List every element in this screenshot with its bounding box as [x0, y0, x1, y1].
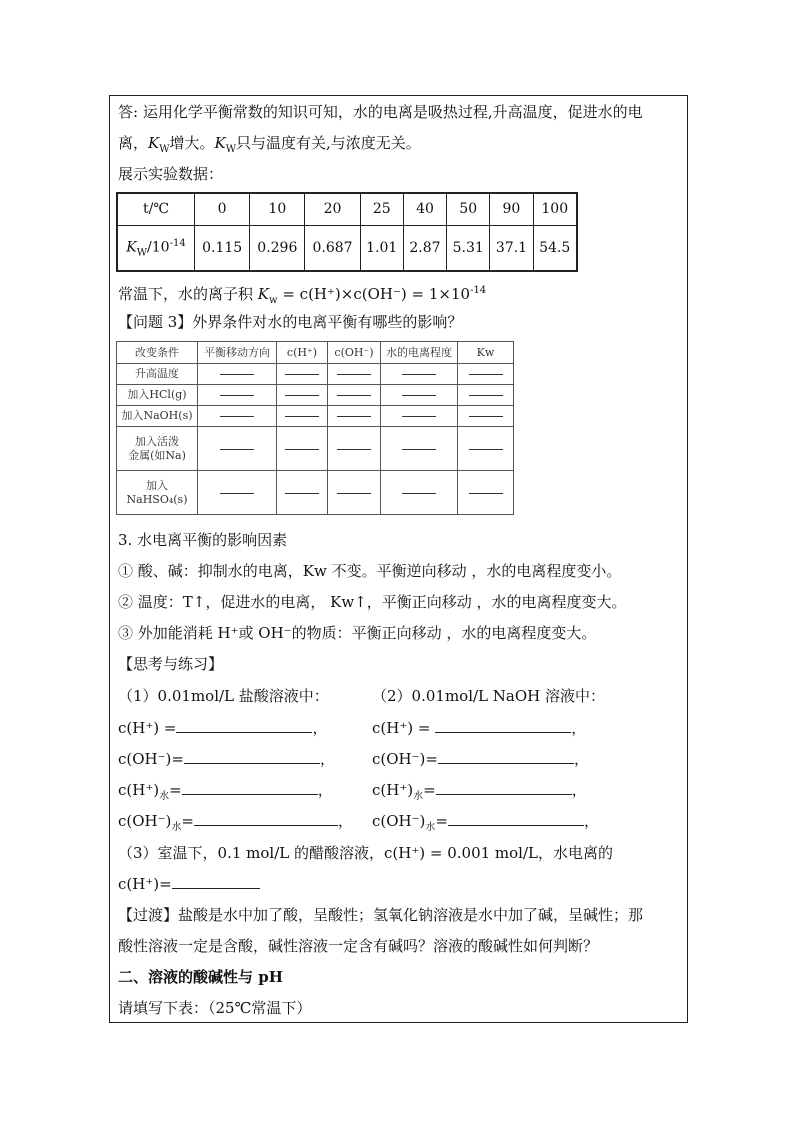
factors-title: 3. 水电离平衡的影响因素	[118, 531, 288, 549]
kw-cell: 37.1	[490, 225, 533, 271]
transition-line-2: 酸性溶液一定是含酸，碱性溶液一定含有碱吗？溶液的酸碱性如何判断？	[118, 937, 599, 955]
blank-h-right: c(H⁺) = ，	[372, 719, 587, 737]
blank-h-left: c(H⁺) = ，	[118, 719, 328, 737]
answer-line-2: 离，$K_W$增大。$K_W$只与温度有关,与浓度无关。	[118, 134, 421, 155]
factor-3: ③ 外加能消耗 H⁺或 OH⁻的物质：平衡正向移动 ，水的电离程度变大。	[118, 624, 597, 642]
practice-title: 【思考与练习】	[118, 655, 224, 673]
kw-data-table	[116, 192, 578, 272]
temp-cell: 50	[447, 193, 490, 225]
conditions-table	[116, 341, 514, 515]
kw-cell: 2.87	[403, 225, 446, 271]
kw-cell: 0.296	[250, 225, 305, 271]
kw-cell: 0.687	[305, 225, 360, 271]
blank-hw-right: $c(H^+)_水=$ ，	[372, 781, 587, 802]
cond-header: c(OH⁻)	[328, 342, 381, 364]
temp-header: t/℃	[117, 193, 195, 225]
cond-header: 水的电离程度	[381, 342, 458, 364]
cond-header: 平衡移动方向	[198, 342, 277, 364]
practice-q2: （2）0.01mol/L NaOH 溶液中：	[372, 687, 605, 705]
kw-cell: 1.01	[360, 225, 403, 271]
blank-ohw-left: $c(OH^-)_水=$ ，	[118, 812, 353, 833]
kw-cell: 0.115	[195, 225, 250, 271]
practice-q1: （1）0.01mol/L 盐酸溶液中：	[118, 687, 329, 705]
temp-cell: 0	[195, 193, 250, 225]
show-data-label: 展示实验数据：	[118, 165, 224, 183]
blank-oh-right: c(OH⁻)= ，	[372, 750, 589, 768]
blank-hw-left: $c(H^+)_水=$ ，	[118, 781, 333, 802]
temp-cell: 100	[533, 193, 577, 225]
temp-cell: 25	[360, 193, 403, 225]
cond-row-label: 升高温度	[117, 364, 198, 385]
cond-header: 改变条件	[117, 342, 198, 364]
cond-row-label: 加入 NaHSO₄(s)	[117, 471, 198, 515]
cond-header: Kw	[458, 342, 514, 364]
temp-cell: 40	[403, 193, 446, 225]
kw-cell: 5.31	[447, 225, 490, 271]
factor-1: ① 酸、碱：抑制水的电离，Kw 不变。平衡逆向移动 ，水的电离程度变小。	[118, 562, 622, 580]
temp-cell: 20	[305, 193, 360, 225]
cond-row-label: 加入NaOH(s)	[117, 406, 198, 427]
cond-row-label: 加入HCl(g)	[117, 385, 198, 406]
ionic-product-line: 常温下，水的离子积 $K_w = c(H^+)\times c(OH^-) = 1\times 10^{-14}$	[118, 285, 487, 306]
temp-cell: 10	[250, 193, 305, 225]
section-2-title: 二、溶液的酸碱性与 pH	[118, 968, 283, 986]
temp-cell: 90	[490, 193, 533, 225]
answer-line-1: 答: 运用化学平衡常数的知识可知，水的电离是吸热过程,升高温度，促进水的电	[118, 103, 643, 121]
factor-2: ② 温度：T↑，促进水的电离， Kw↑，平衡正向移动 ，水的电离程度变大。	[118, 593, 627, 611]
kw-header: $K_W/10^{-14}$	[117, 225, 195, 271]
question-3: 【问题 3】外界条件对水的电离平衡有哪些的影响？	[118, 313, 463, 331]
cond-header: c(H⁺)	[277, 342, 328, 364]
cond-row-label: 加入活泼 金属(如Na)	[117, 427, 198, 471]
practice-q3: （3）室温下，0.1 mol/L 的醋酸溶液，c(H⁺) = 0.001 mol/L，水电离的	[118, 844, 613, 862]
kw-cell: 54.5	[533, 225, 577, 271]
blank-oh-left: c(OH⁻)= ，	[118, 750, 335, 768]
transition-line-1: 【过渡】盐酸是水中加了酸，呈酸性；氢氧化钠溶液是水中加了碱，呈碱性；那	[118, 906, 644, 924]
blank-ohw-right: $c(OH^-)_水=$ ，	[372, 812, 599, 833]
section-2-instruction: 请填写下表：（25℃常温下）	[118, 999, 312, 1017]
practice-q3-blank: c(H⁺)=	[118, 874, 260, 894]
